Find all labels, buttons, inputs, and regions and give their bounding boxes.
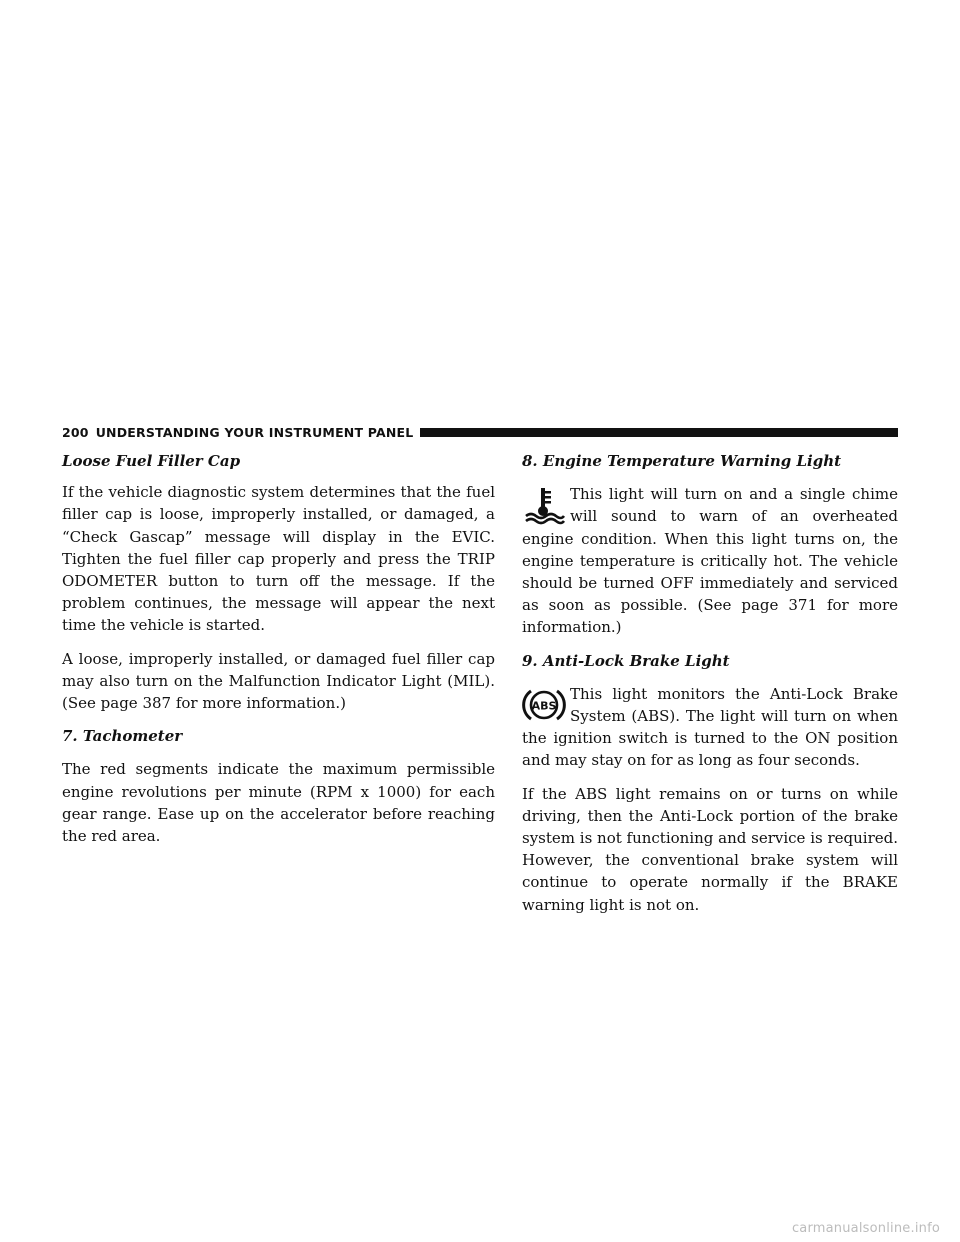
watermark[interactable]: carmanualsonline.info — [791, 1221, 940, 1236]
paragraph-tachometer: The red segments indicate the maximum permissible engine revolutions per minute (RPM x 1000) for each gear range. Ease up on the accelerator before reaching the red area. — [62, 760, 495, 846]
paragraph-fuel-cap-1: If the vehicle diagnostic system determines that the fuel filler cap is loose, improperly installed, or damaged, a “Check Gascap” message will display in the EVIC. Tighten the fuel filler cap properly and press the TRIP ODOMETER button to turn off the message. If the problem continues, the message will appear the next time the vehicle is started. — [62, 483, 495, 635]
header-rule — [420, 428, 898, 437]
abs-warning-icon — [522, 685, 566, 725]
heading-tachometer: 7. Tachometer — [62, 727, 183, 746]
page-number: 200 — [62, 424, 89, 440]
engine-temperature-icon — [522, 485, 566, 525]
heading-anti-lock-brake: 9. Anti-Lock Brake Light — [522, 651, 730, 670]
abs-icon-label: ABS — [531, 699, 557, 713]
paragraph-abs-1: This light monitors the Anti-Lock Brake System (ABS). The light will turn on when the ignition switch is turned to the ON position and may stay on for as long as four seconds. — [522, 684, 898, 770]
right-column — [522, 450, 898, 927]
section-title: UNDERSTANDING YOUR INSTRUMENT PANEL — [95, 424, 414, 440]
paragraph-abs-2: If the ABS light remains on or turns on while driving, then the Anti-Lock portion of the brake system is not functioning and service is required. However, the conventional brake system will continue to operate normally if the BRAKE warning light is not on. — [522, 784, 898, 914]
page-header — [62, 423, 898, 441]
abs-block — [522, 683, 898, 772]
heading-loose-fuel-filler-cap: Loose Fuel Filler Cap — [62, 452, 241, 470]
left-column — [62, 450, 495, 858]
engine-temperature-block — [522, 483, 898, 638]
paragraph-engine-temperature: This light will turn on and a single chime will sound to warn of an overheated engine condition. When this light turns on, the engine temperature is critically hot. The vehicle should be turned OFF immediately and serviced as soon as possible. (See page 371 for more information.) — [522, 485, 898, 637]
paragraph-fuel-cap-2: A loose, improperly installed, or damaged fuel filler cap may also turn on the Malfunction Indicator Light (MIL). (See page 387 for more information.) — [62, 649, 495, 713]
heading-engine-temperature: 8. Engine Temperature Warning Light — [522, 452, 842, 470]
